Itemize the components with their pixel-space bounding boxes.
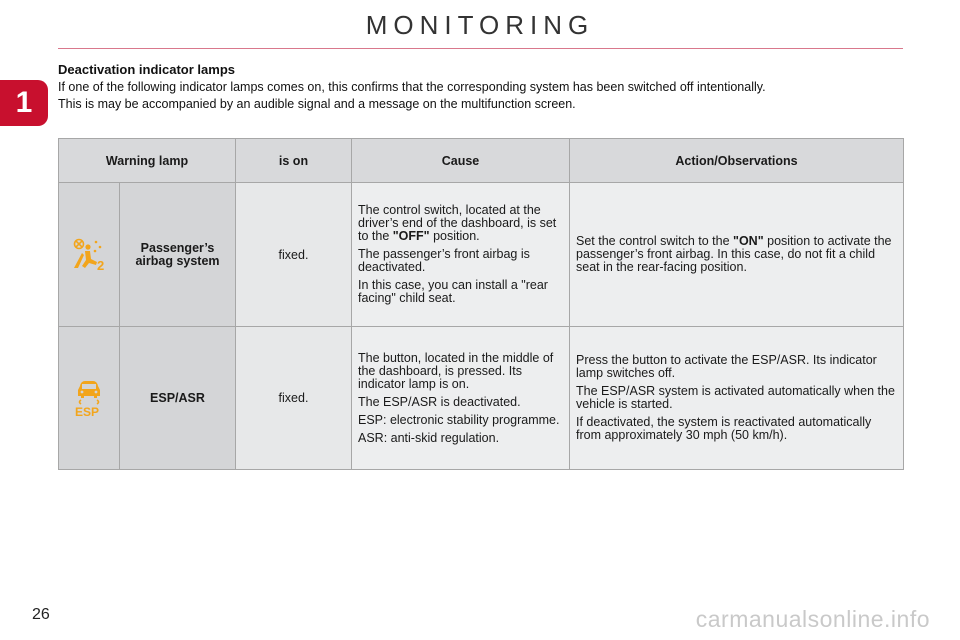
cause-text: The ESP/ASR is deactivated. bbox=[358, 394, 521, 409]
esp-asr-icon bbox=[72, 378, 106, 418]
cause-text-part: position. bbox=[429, 229, 480, 243]
lamp-icon-cell bbox=[59, 327, 120, 470]
intro-line-2: This is may be accompanied by an audible signal and a message on the multifunction screen. bbox=[58, 97, 576, 111]
chapter-tab: 1 bbox=[0, 80, 48, 126]
lamp-name: ESP/ASR bbox=[120, 327, 236, 470]
intro-line-1: If one of the following indicator lamps comes on, this confirms that the corresponding system has been switched off intentionally. bbox=[58, 80, 766, 94]
warning-lamp-table bbox=[58, 138, 904, 470]
lamp-cause bbox=[352, 183, 570, 327]
page-number: 26 bbox=[32, 606, 50, 623]
header-action: Action/Observations bbox=[570, 139, 904, 183]
section-heading: Deactivation indicator lamps bbox=[58, 62, 235, 77]
svg-text:ESP: ESP bbox=[75, 405, 100, 418]
page-title: MONITORING bbox=[365, 10, 595, 40]
lamp-is-on: fixed. bbox=[236, 327, 352, 470]
action-highlight: "ON" bbox=[733, 234, 764, 248]
action-text-part: Set the control switch to the bbox=[576, 234, 734, 248]
title-divider bbox=[58, 48, 903, 49]
table-row bbox=[59, 327, 904, 470]
lamp-name: Passenger’s airbag system bbox=[120, 183, 236, 327]
lamp-is-on: fixed. bbox=[236, 183, 352, 327]
passenger-airbag-off-icon bbox=[70, 238, 108, 272]
action-text: If deactivated, the system is reactivated automatically from approximately 30 mph (50 km/h). bbox=[576, 415, 872, 442]
action-text bbox=[576, 235, 897, 274]
cause-text bbox=[358, 204, 563, 243]
lamp-action bbox=[570, 183, 904, 327]
cause-highlight: "OFF" bbox=[392, 229, 430, 243]
header-warning-lamp: Warning lamp bbox=[59, 139, 236, 183]
header-cause: Cause bbox=[352, 139, 570, 183]
table-header-row bbox=[59, 139, 904, 183]
lamp-icon-cell bbox=[59, 183, 120, 327]
header-is-on: is on bbox=[236, 139, 352, 183]
action-text-part: position to activate the passenger’s front airbag. In this case, do not fit a child seat in the rear-facing position. bbox=[576, 234, 892, 274]
cause-text: In this case, you can install a "rear facing" child seat. bbox=[358, 278, 548, 305]
svg-text:2: 2 bbox=[97, 257, 105, 272]
watermark: carmanualsonline.info bbox=[695, 606, 930, 632]
lamp-cause bbox=[352, 327, 570, 470]
intro-text bbox=[58, 79, 908, 113]
cause-text-part: The control switch, located at the driver’s end of the dashboard, is set to the bbox=[358, 203, 557, 243]
cause-text: The button, located in the middle of the dashboard, is pressed. Its indicator lamp is on. bbox=[358, 350, 554, 391]
cause-text: ASR: anti-skid regulation. bbox=[358, 430, 500, 445]
lamp-action bbox=[570, 327, 904, 470]
action-text: The ESP/ASR system is activated automatically when the vehicle is started. bbox=[576, 384, 895, 411]
cause-text: ESP: electronic stability programme. bbox=[358, 412, 560, 427]
table-row bbox=[59, 183, 904, 327]
action-text: Press the button to activate the ESP/ASR. Its indicator lamp switches off. bbox=[576, 353, 877, 380]
cause-text: The passenger’s front airbag is deactivated. bbox=[358, 247, 530, 274]
